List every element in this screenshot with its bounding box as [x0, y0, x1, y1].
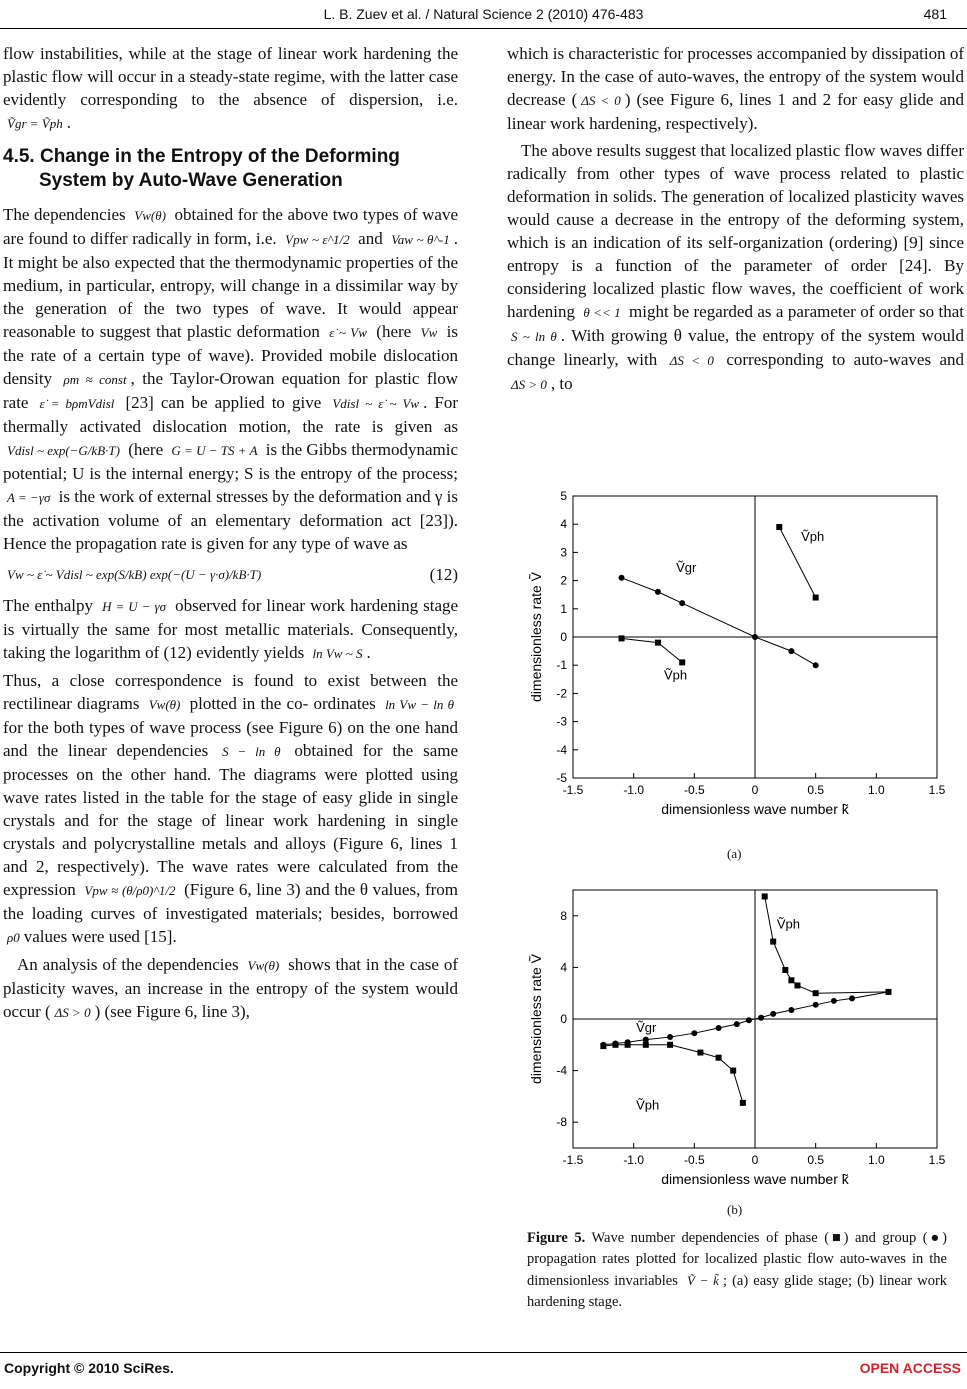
y-axis-label: dimensionless rate Ṽ [528, 572, 544, 702]
series-annotation: Ṽgr [676, 560, 697, 576]
data-point-group [667, 1034, 673, 1040]
math-inline: Vw(θ) [148, 697, 181, 712]
data-point-group [691, 1030, 697, 1036]
y-tick-label: -5 [556, 771, 567, 785]
x-tick-label: -1.5 [562, 783, 584, 797]
figure-5b [505, 880, 965, 1220]
chart-b [505, 880, 965, 1220]
data-point-group [716, 1025, 722, 1031]
series-line [603, 1045, 743, 1103]
math-inline: Vw [420, 325, 438, 340]
math-inline: ΔS > 0 [54, 1005, 91, 1020]
math-inline: ΔS < 0 [581, 93, 621, 108]
data-point-group [734, 1021, 740, 1027]
x-tick-label: -1.5 [562, 1153, 584, 1167]
data-point-group [788, 1007, 794, 1013]
math-inline: ΔS < 0 [669, 353, 714, 368]
y-tick-label: 4 [560, 960, 567, 975]
paragraph: Thus, a close correspondence is found to exist between the rectilinear diagrams Vw(θ) plotted in the co- ordinates ln Vw − ln θ for the both types of wave process (see Figure 6) on the one hand and the linear dependencies S − ln θ obtained for the same processes on the other hand. The diagrams were plotted using wave rates listed in the table for the stage of easy glide in single crystals and for the stage of linear work hardening in single crystals and polycrystalline metals and alloys (Figure 6, lines 1 and 2, respectively). The wave rates were calculated from the expression Vpw ≈ (θ/ρ0)^1/2 (Figure 6, line 3) and the θ values, from the loading curves of investigated materials; besides, borrowed ρ0 values were used [15]. [3, 671, 459, 946]
math-inline: A = −γσ [7, 490, 51, 505]
data-point-group [813, 662, 819, 668]
data-point-group [770, 1011, 776, 1017]
math-inline: S ~ ln θ [511, 329, 557, 344]
series-annotation: Ṽph [664, 667, 688, 683]
open-access-badge: OPEN ACCESS [859, 1360, 961, 1376]
data-point-group [679, 600, 685, 606]
x-tick-label: -0.5 [683, 1153, 705, 1167]
figure-label-b: (b) [727, 1202, 743, 1217]
y-tick-label: 3 [560, 545, 567, 560]
math-inline: Ṽgr = Ṽph [7, 116, 63, 131]
figure-5a [505, 478, 965, 838]
y-tick-label: -4 [556, 742, 567, 757]
data-point-group [643, 1037, 649, 1043]
data-point-phase [600, 1043, 606, 1049]
series-line [765, 896, 889, 993]
x-tick-label: 0.5 [807, 1153, 825, 1167]
data-point-group [831, 998, 837, 1004]
data-point-phase [776, 524, 782, 530]
series-line [622, 578, 816, 665]
y-tick-label: 0 [560, 630, 567, 644]
math-inline: ε̇ = bρmVdisl [39, 396, 115, 411]
paragraph: An analysis of the dependencies Vw(θ) shows that in the case of plasticity waves, an increase in the entropy of the system would occur ( ΔS > 0 ) (see Figure 6, line 3), [3, 955, 459, 1021]
data-point-group [788, 648, 794, 654]
paragraph: The above results suggest that localized plastic flow waves differ radically from other types of wave process related to plastic deformation in solids. The generation of localized plasticity waves would cause a decrease in the entropy of the deforming system, which is an indication of its self-organization (ordering) [9] since entropy is a function of the parameter of order [24]. By considering localized plastic flow waves, the coefficient of work hardening θ << 1 might be regarded as a parameter of order so that S ~ ln θ . With growing θ value, the entropy of the system would change linearly, with ΔS < 0 corresponding to auto-waves and ΔS > 0 , to [507, 141, 965, 393]
x-tick-label: -0.5 [683, 783, 705, 797]
header-rule [0, 28, 967, 29]
math-inline: H = U − γσ [102, 599, 167, 614]
x-tick-label: 1.5 [928, 1153, 946, 1167]
math-inline: ε̇ ~ Vw [329, 325, 367, 340]
page-number: 481 [923, 6, 947, 22]
math-inline: ln Vw ~ S [312, 646, 363, 661]
data-point-group [758, 1015, 764, 1021]
math-inline: S − ln θ [222, 744, 281, 759]
x-tick-label: 1.5 [928, 783, 946, 797]
data-point-phase [762, 893, 768, 899]
x-axis-label: dimensionless wave number k̃ [661, 1171, 849, 1187]
footer-rule [0, 1352, 967, 1353]
x-tick-label: -1.0 [623, 783, 645, 797]
running-title: L. B. Zuev et al. / Natural Science 2 (2010) 476-483 [323, 6, 644, 22]
equation-12: Vw ~ ε̇ ~ Vdisl ~ exp(S/kB) exp(−(U − γ·σ)/kB·T) (12) [7, 565, 458, 584]
data-point-phase [794, 982, 800, 988]
y-tick-label: -1 [556, 658, 567, 673]
data-point-phase [655, 640, 661, 646]
y-tick-label: -2 [556, 686, 567, 701]
figure-caption: Figure 5. Wave number dependencies of phase (■) and group (●) propagation rates plotted for localized plastic flow auto-waves in the dimensionless invariables Ṽ − k̃ ; (a) easy glide stage; (b) linear work hardening stage. [527, 1230, 948, 1310]
paragraph: The dependencies Vw(θ) obtained for the above two types of wave are found to differ radically in form, i.e. Vpw ~ ε^1/2 and Vaw ~ θ^-1 . It might be also expected that the thermodynamic properties of the medium, in particular, entropy, will change in a dissimilar way by the generation of the two types of wave. It would appear reasonable to suggest that plastic deformation ε̇ ~ Vw (here Vw is the rate of a certain type of wave). Provided mobile dislocation density ρm ≈ const , the Taylor-Orowan equation for plastic flow rate ε̇ = bρmVdisl [23] can be applied to give Vdisl ~ ε̇ ~ Vw . For thermally activated dislocation motion, the rate is given as Vdisl ~ exp(−G/kB·T) (here G = U − TS + A is the Gibbs thermodynamic potential; U is the internal energy; S is the entropy of the process; A = −γσ is the work of external stresses by the deformation and γ is the activation volume of an elementary deformation act [23]). Hence the propagation rate is given for any type of wave as [3, 205, 459, 553]
data-point-phase [625, 1042, 631, 1048]
equation-number: (12) [429, 565, 458, 584]
x-tick-label: 1.0 [867, 1153, 885, 1167]
y-tick-label: -8 [556, 1115, 567, 1130]
series-annotation: Ṽph [636, 1097, 660, 1113]
math-inline: Vaw ~ θ^-1 [391, 232, 450, 247]
right-column [507, 42, 964, 400]
math-inline: θ << 1 [583, 305, 621, 320]
math-inline: Vpw ~ ε^1/2 [285, 232, 350, 247]
math-inline: Ṽ − k̃ [687, 1273, 719, 1288]
math-inline: ΔS > 0 [511, 377, 547, 392]
math-inline: Vpw ≈ (θ/ρ0)^1/2 [84, 883, 176, 898]
data-point-phase [730, 1068, 736, 1074]
x-tick-label: 0 [751, 783, 759, 797]
data-point-phase [716, 1055, 722, 1061]
data-point-phase [643, 1042, 649, 1048]
paragraph: flow instabilities, while at the stage of linear work hardening the plastic flow will occur in a steady-state regime, with the latter case evidently corresponding to the absence of dispersion, i.e. Ṽgr = Ṽph . [3, 44, 458, 132]
x-tick-label: 0 [751, 1153, 759, 1167]
y-tick-label: -4 [556, 1063, 567, 1078]
y-tick-label: 4 [560, 517, 567, 532]
math-inline: Vw(θ) [247, 958, 280, 973]
paragraph: which is characteristic for processes accompanied by dissipation of energy. In the case of auto-waves, the entropy of the system would decrease ( ΔS < 0 ) (see Figure 6, lines 1 and 2 for easy glide and linear work hardening, respectively). [507, 44, 965, 133]
x-tick-label: -1.0 [623, 1153, 645, 1167]
page-footer [0, 1352, 967, 1389]
data-point-phase [667, 1042, 673, 1048]
paragraph: The enthalpy H = U − γσ observed for linear work hardening stage is virtually the same for most metallic materials. Consequently, taking the logarithm of (12) evidently yields ln Vw ~ S . [3, 596, 459, 662]
y-tick-label: 5 [560, 489, 567, 503]
y-axis-label: dimensionless rate Ṽ [528, 954, 544, 1084]
chart-a [505, 478, 965, 838]
series-annotation: Ṽgr [636, 1019, 657, 1035]
section-heading: 4.5. Change in the Entropy of the Deforming System by Auto-Wave Generation [3, 146, 400, 191]
x-tick-label: 1.0 [867, 783, 885, 797]
x-tick-label: 0.5 [807, 783, 825, 797]
data-point-phase [885, 989, 891, 995]
page-header [0, 0, 967, 30]
math-inline: ln Vw − ln θ [385, 697, 455, 712]
data-point-phase [697, 1050, 703, 1056]
math-inline: ρ0 [7, 930, 20, 945]
data-point-phase [813, 990, 819, 996]
data-point-phase [813, 595, 819, 601]
data-point-group [849, 995, 855, 1001]
data-point-phase [612, 1042, 618, 1048]
math-inline: Vdisl ~ ε̇ ~ Vw [332, 396, 420, 411]
data-point-group [655, 589, 661, 595]
data-point-phase [782, 967, 788, 973]
data-point-phase [740, 1100, 746, 1106]
figure-label-a: (a) [727, 846, 742, 861]
data-point-group [746, 1017, 752, 1023]
x-axis-label: dimensionless wave number k̃ [661, 801, 849, 817]
math-inline: Vw(θ) [134, 208, 166, 223]
copyright: Copyright © 2010 SciRes. [4, 1360, 174, 1376]
data-point-phase [770, 939, 776, 945]
y-tick-label: 0 [560, 1012, 567, 1026]
series-annotation: Ṽph [776, 916, 800, 932]
y-tick-label: 8 [560, 908, 567, 923]
math-inline: ρm ≈ const [63, 372, 127, 387]
caption-label: Figure 5. [527, 1230, 586, 1246]
data-point-phase [679, 659, 685, 665]
series-line [622, 638, 683, 662]
data-point-phase [788, 977, 794, 983]
y-tick-label: 2 [560, 573, 567, 588]
series-annotation: Ṽph [801, 529, 825, 545]
data-point-group [752, 634, 758, 640]
left-column [3, 42, 458, 1028]
data-point-phase [619, 635, 625, 641]
math-inline: Vdisl ~ exp(−G/kB·T) [7, 443, 120, 458]
data-point-group [813, 1002, 819, 1008]
math-inline: G = U − TS + A [171, 443, 258, 458]
y-tick-label: -3 [556, 714, 567, 729]
data-point-group [619, 575, 625, 581]
y-tick-label: 1 [560, 601, 567, 616]
